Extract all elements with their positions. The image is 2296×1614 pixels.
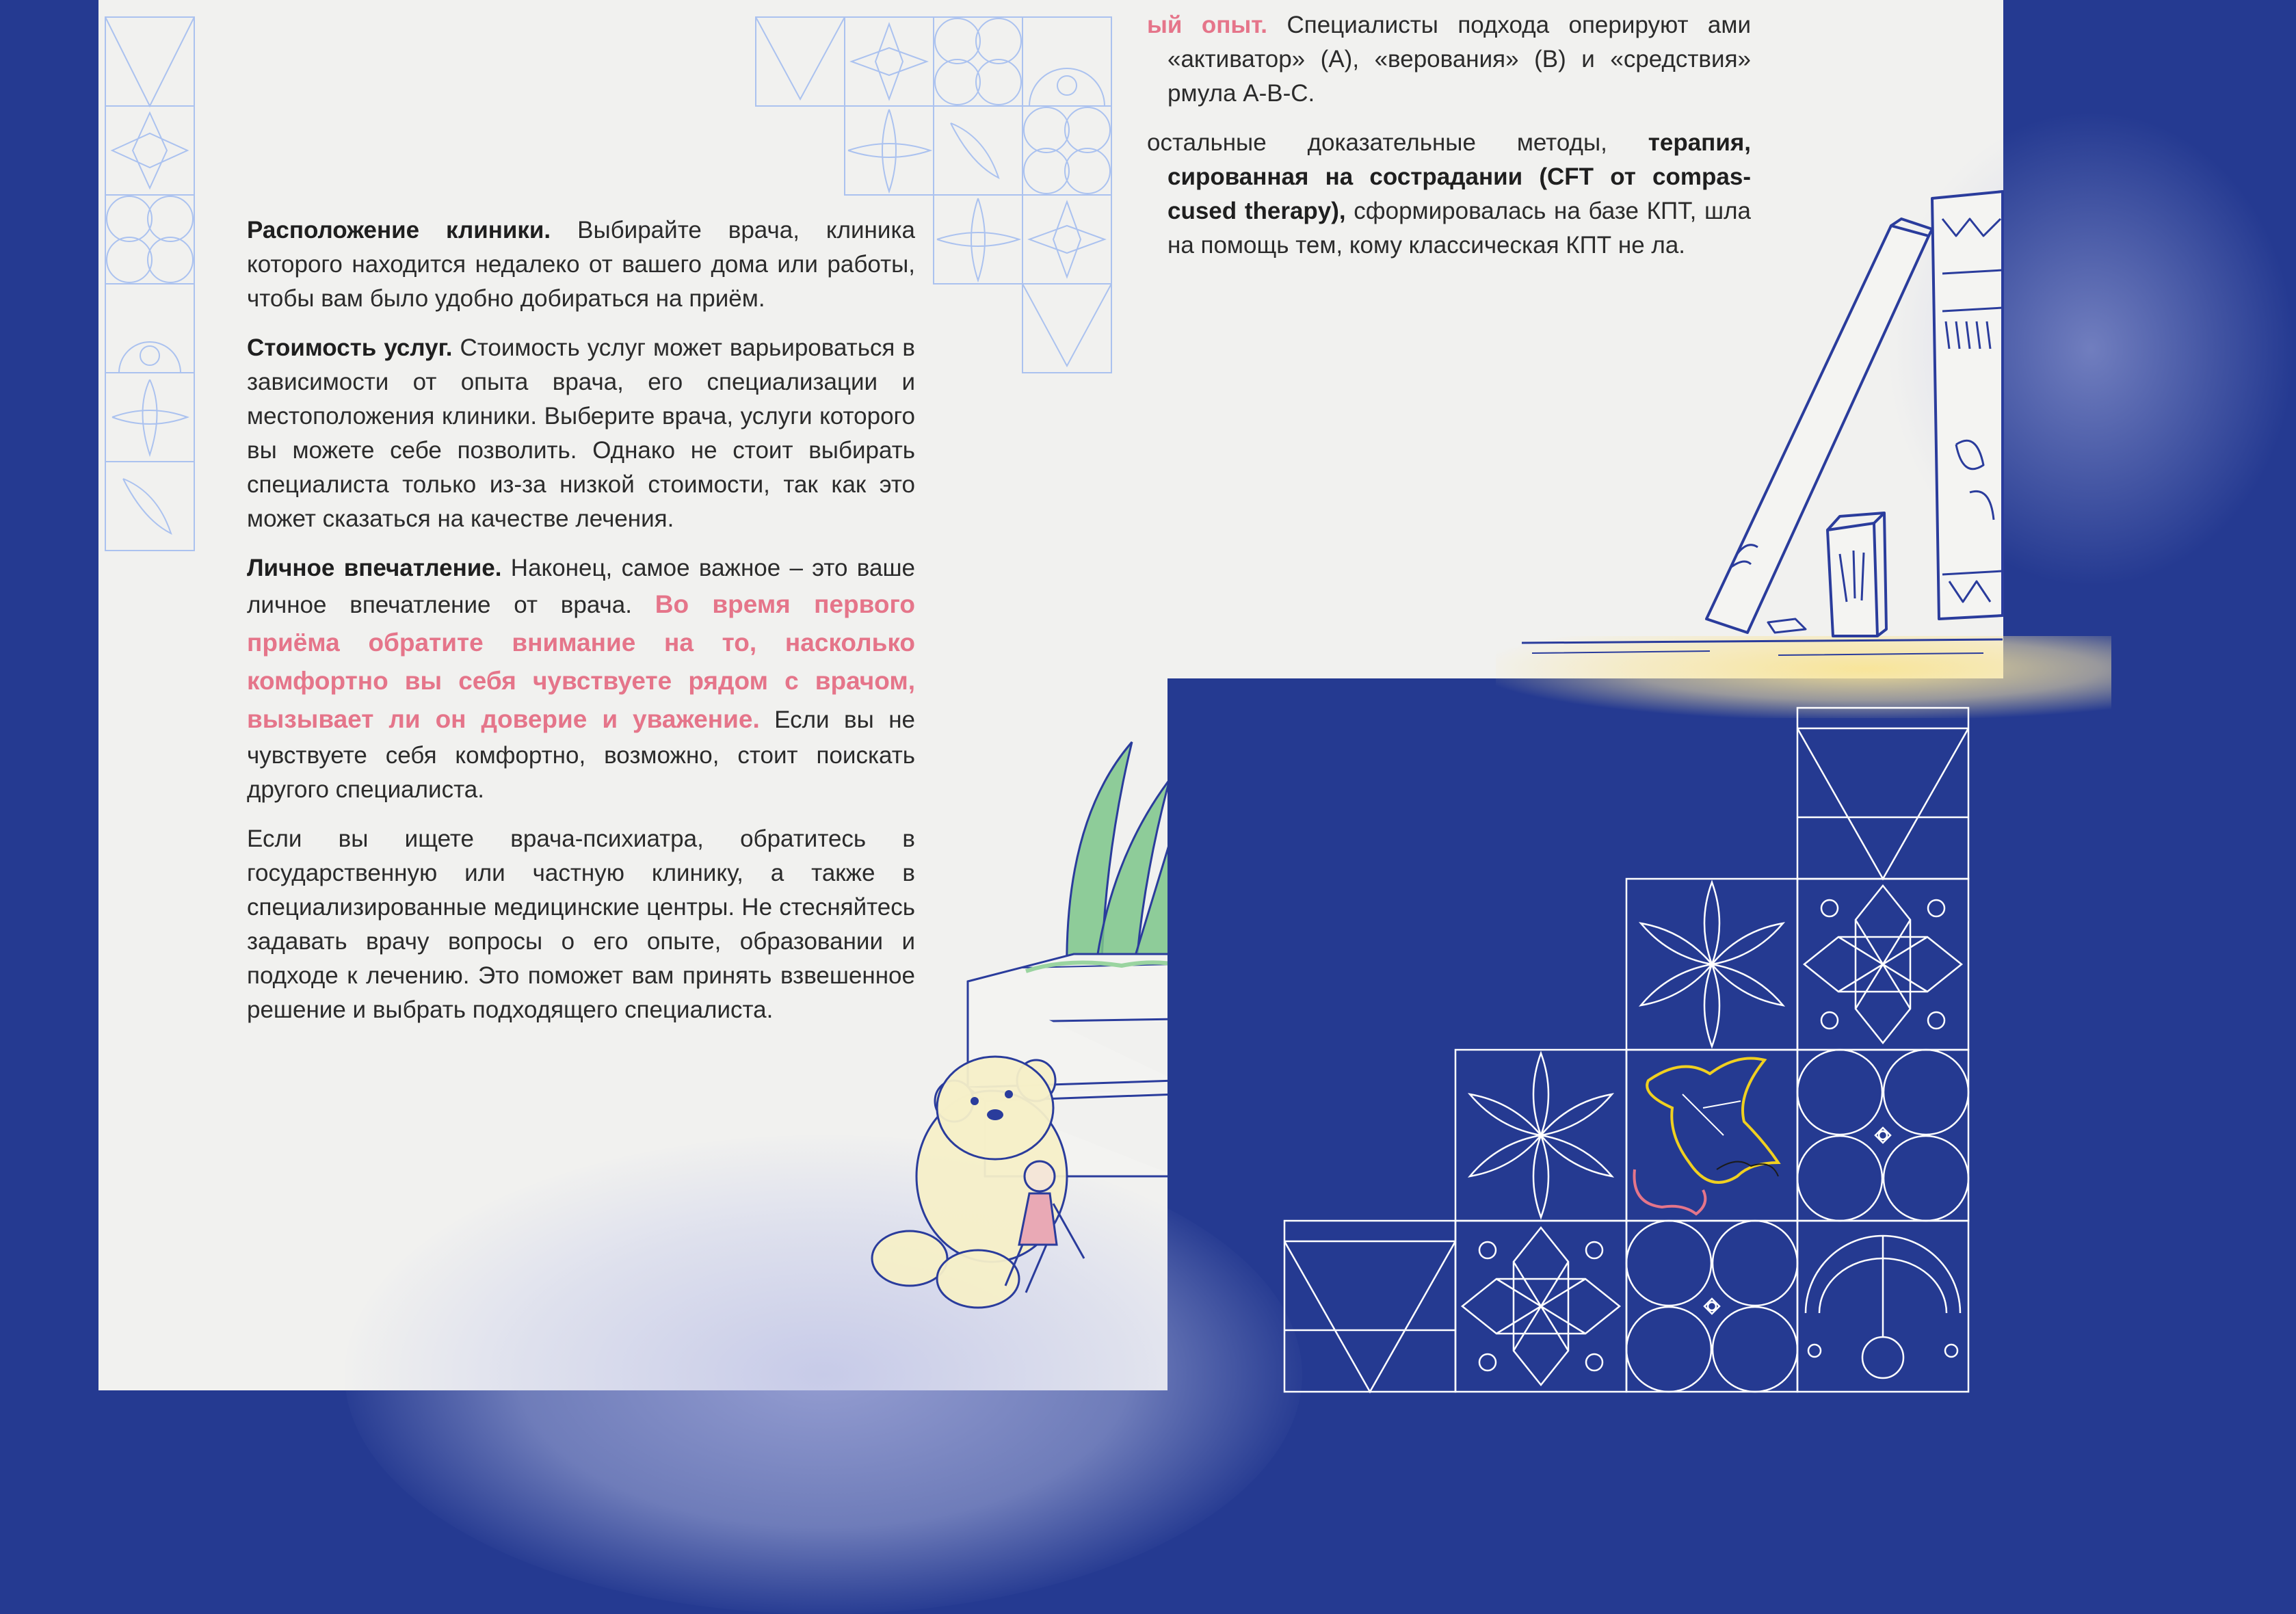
text-impression-b: Если вы не чувствуете себя комфортно, возможно, стоит поискать другого специалиста. xyxy=(247,706,915,803)
text-cft-b: сформировалась на базе КПТ, шла на помощь тем, кому классическая КПТ не ла. xyxy=(1167,198,1751,259)
text-abc: Специалисты подхода оперируют ами «активатор» (A), «верования» (B) и «средствия» рмула A-B-C. xyxy=(1167,12,1751,107)
heading-location: Расположение клиники. xyxy=(247,217,551,243)
heading-cost: Стоимость услуг. xyxy=(247,334,453,361)
text-cost: Стоимость услуг может варьироваться в зависимости от опыта врача, его специализации и местоположения клиники. Выберите врача, услуги которого вы можете себе позволить. Однако не стоит выбирать специалиста только из-за низкой стоимости, так как это может сказаться на качестве лечения. xyxy=(247,334,915,532)
highlight-experience: ый опыт. xyxy=(1147,12,1268,38)
bold-cft: терапия, сированная на сострадании (CFT от compas- cused therapy), xyxy=(1167,129,1751,224)
highlight-impression: Во время первого приёма обратите внимание на то, насколько комфортно вы себя чувствуете рядом с врачом, вызывает ли он доверие и уважение. xyxy=(247,590,916,733)
text-location: Выбирайте врача, клиника которого находится недалеко от вашего дома или работы, чтобы вам было удобно добираться на приём. xyxy=(247,217,915,312)
text-impression-a: Наконец, самое важное – это ваше личное впечатление от врача. xyxy=(247,555,915,618)
paragraph-psychiatrist: Если вы ищете врача-психиатра, обратитесь в государственную или частную клинику, а также в специализированные медицинские центры. Не стесняйтесь задавать врачу вопросы о его опыте, образовании и подходе к лечению. Это поможет вам принять взвешенное решение и выбрать подходящего специалиста. xyxy=(247,825,915,1023)
text-cft-a: остальные доказательные методы, xyxy=(1147,129,1648,156)
heading-impression: Личное впечатление. xyxy=(247,555,502,581)
